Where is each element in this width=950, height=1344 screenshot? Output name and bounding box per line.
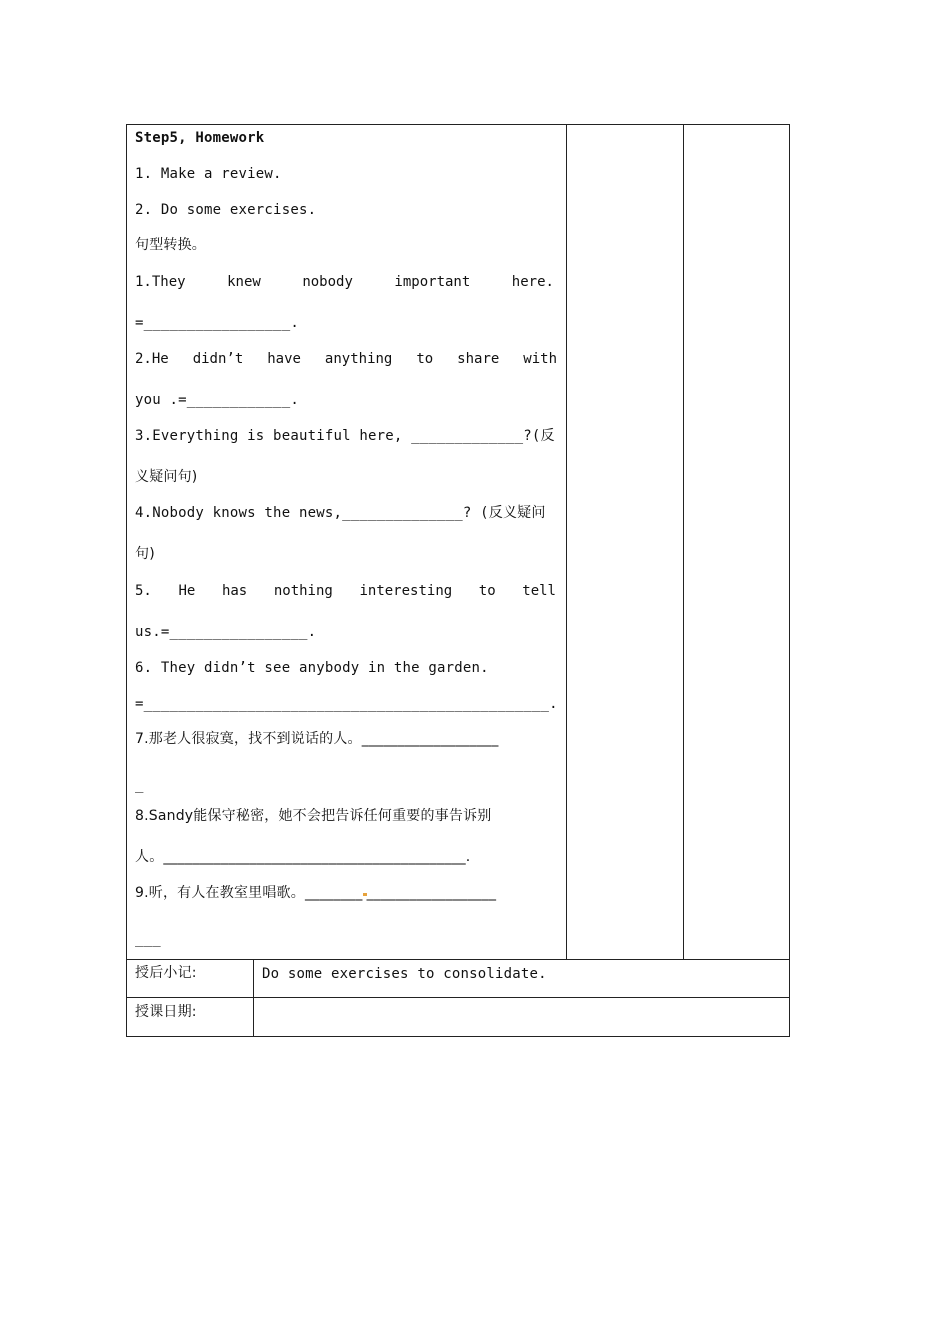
question-5-answer: us.=________________. [135, 624, 317, 640]
question-8-line: 8.Sandy能保守秘密，她不会把告诉任何重要的事告诉别 [135, 808, 492, 824]
word: important [394, 274, 471, 290]
word: have [267, 351, 301, 367]
word: to [416, 351, 434, 367]
column-divider-1 [566, 124, 567, 959]
question-1-line [135, 273, 554, 291]
word: nobody [302, 274, 353, 290]
question-5-line [135, 582, 556, 600]
question-4-line: 4.Nobody knows the news,______________? (反义疑问 [135, 505, 546, 521]
step-heading: Step5, Homework [135, 130, 265, 146]
word: here. [511, 274, 554, 290]
word: 1.They [135, 274, 186, 290]
notes-value: Do some exercises to consolidate. [262, 966, 547, 982]
word: He [178, 583, 196, 599]
question-2-line [135, 350, 557, 368]
section-title: 句型转换。 [135, 237, 206, 253]
question-1-answer: =_________________. [135, 315, 299, 331]
word: knew [227, 274, 261, 290]
question-3-line-cont: 义疑问句) [135, 469, 198, 485]
question-4-line-cont: 句) [135, 546, 155, 562]
question-3-line: 3.Everything is beautiful here, _____________?(反 [135, 428, 555, 444]
footer-divider-top [126, 959, 790, 960]
question-9-line [135, 884, 496, 902]
question-8-line-cont: 人。__________________________________________. [135, 849, 471, 865]
word: 2.He [135, 351, 169, 367]
task-item: 2. Do some exercises. [135, 202, 317, 218]
word: with [523, 351, 557, 367]
footer-column-divider [253, 959, 254, 1037]
word: has [221, 583, 248, 599]
question-9-blank: __________________ [366, 885, 497, 901]
word: tell [522, 583, 556, 599]
footer-divider-middle [126, 997, 790, 998]
date-label: 授课日期: [135, 1004, 197, 1020]
column-divider-2 [683, 124, 684, 959]
notes-label: 授后小记: [135, 965, 197, 981]
question-2-answer: you .=____________. [135, 392, 299, 408]
word: interesting [359, 583, 453, 599]
task-item: 1. Make a review. [135, 166, 282, 182]
question-6-answer: =_______________________________________________. [135, 696, 558, 712]
accent-mark [363, 893, 367, 896]
word: share [457, 351, 500, 367]
question-7-line-cont: _ [135, 777, 144, 793]
word: didn’t [192, 351, 244, 367]
question-9-text: 9.听，有人在教室里唱歌。________ [135, 885, 363, 901]
question-6-line: 6. They didn’t see anybody in the garden. [135, 660, 489, 676]
word: anything [324, 351, 393, 367]
question-9-line-cont: ___ [135, 931, 161, 947]
question-7-line: 7.那老人很寂寞，找不到说话的人。___________________ [135, 731, 499, 747]
word: to [478, 583, 496, 599]
word: 5. [135, 583, 152, 599]
word: nothing [273, 583, 333, 599]
